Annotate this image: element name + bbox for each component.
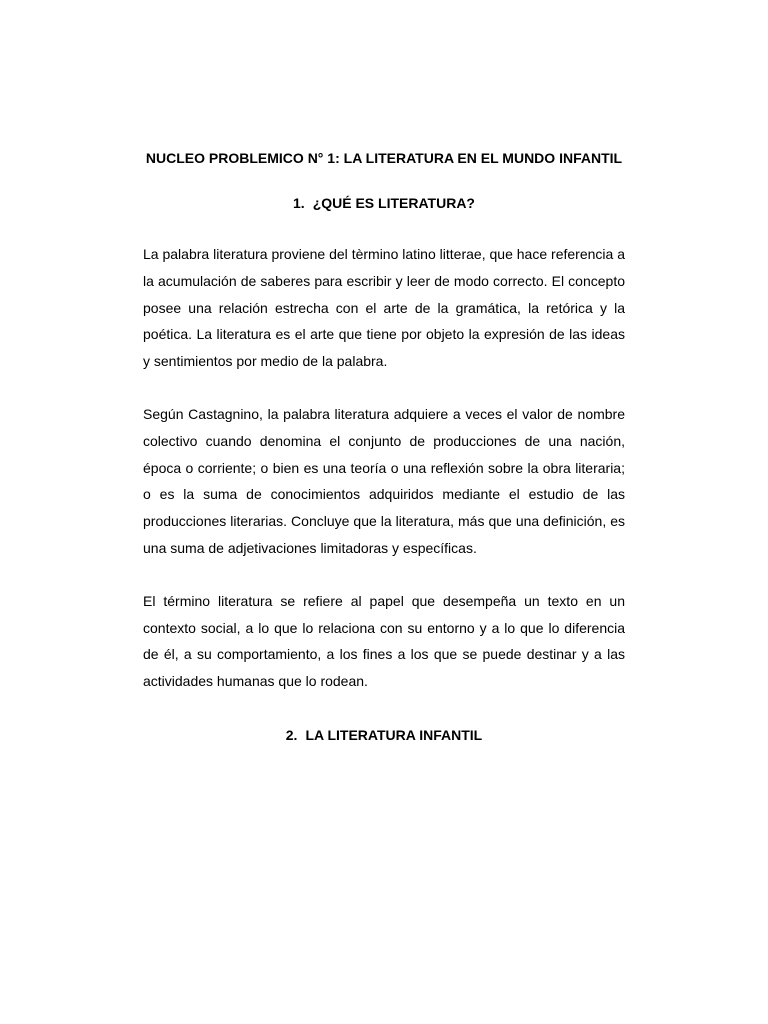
section-heading-2 — [143, 725, 625, 745]
document-body — [143, 145, 625, 745]
section-number: 1. — [293, 195, 305, 211]
paragraph: La palabra literatura proviene del tèrmino latino litterae, que hace referencia a la acumulación de saberes para escribir y leer de modo correcto. El concepto posee una relación estrecha con el arte de la gramática, la retórica y la poética. La literatura es el arte que tiene por objeto la expresión de las ideas y sentimientos por medio de la palabra. — [143, 246, 625, 370]
paragraph: Según Castagnino, la palabra literatura adquiere a veces el valor de nombre colectivo cuando denomina el conjunto de producciones de una nación, época o corriente; o bien es una teoría o una reflexión sobre la obra literaria; o es la suma de conocimientos adquiridos mediante el estudio de las producciones literarias. Concluye que la literatura, más que una definición, es una suma de adjetivaciones limitadoras y específicas. — [143, 405, 625, 556]
section-heading-1 — [143, 193, 625, 213]
section-title: LA LITERATURA INFANTIL — [305, 726, 483, 743]
document-title: NUCLEO PROBLEMICO N° 1: LA LITERATURA EN EL MUNDO INFANTIL — [145, 150, 623, 166]
paragraph: El término literatura se refiere al papel que desempeña un texto en un contexto social, a lo que lo relaciona con su entorno y a lo que lo diferencia de él, a su comportamiento, a los fines a los que se puede destinar y a las actividades humanas que lo rodean. — [143, 592, 625, 690]
section-title: ¿QUÉ ES LITERATURA? — [312, 195, 475, 211]
section-number: 2. — [285, 726, 298, 743]
